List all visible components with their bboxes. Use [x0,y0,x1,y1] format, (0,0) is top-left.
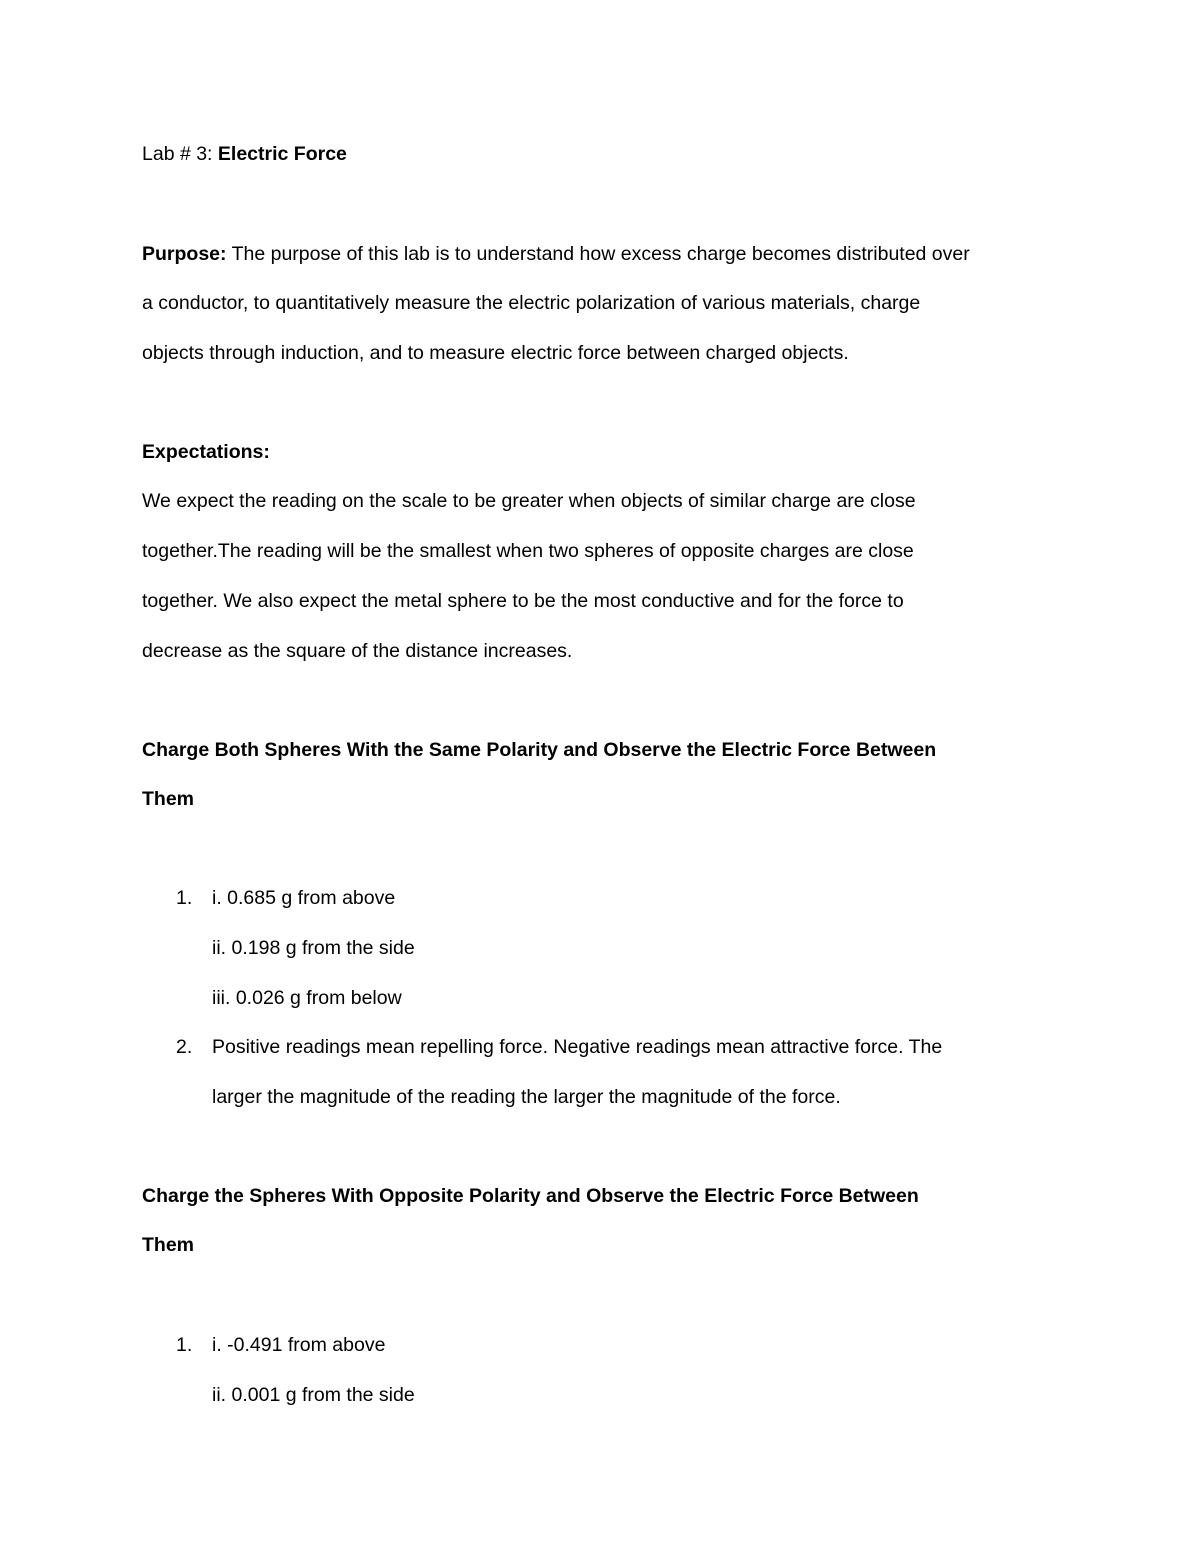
section2-heading-line-1: Charge the Spheres With Opposite Polarity and Observe the Electric Force Between [142,1185,919,1207]
title-name: Electric Force [217,143,347,165]
expectations-line-1: We expect the reading on the scale to be greater when objects of similar charge are close [142,490,916,512]
section1-heading-line-1: Charge Both Spheres With the Same Polarity and Observe the Electric Force Between [142,739,937,761]
section1-item-1-number: 1. [176,887,193,909]
section1-item-2-line-1: Positive readings mean repelling force. Negative readings mean attractive force. The [212,1036,943,1058]
purpose-line-2: a conductor, to quantitatively measure the electric polarization of various materials, charge [142,292,921,314]
purpose-label: Purpose: [142,243,227,265]
title-prefix: Lab # 3: [142,143,218,165]
section1-item-1-line-1: i. 0.685 g from above [212,887,396,909]
expectations-line-2: together.The reading will be the smallest when two spheres of opposite charges are close [142,540,914,562]
section2-item-1-line-2: ii. 0.001 g from the side [212,1384,415,1406]
expectations-line-4: decrease as the square of the distance increases. [142,640,573,662]
purpose-line-1 [142,245,970,265]
section2-heading-line-2: Them [142,1234,195,1256]
section1-item-2-number: 2. [176,1036,193,1058]
purpose-line-3: objects through induction, and to measure electric force between charged objects. [142,342,849,364]
section2-item-1-number: 1. [176,1334,193,1356]
purpose-text-1: The purpose of this lab is to understand how excess charge becomes distributed over [226,243,970,265]
document-title [142,145,347,165]
section1-heading-line-2: Them [142,788,195,810]
section1-item-1-line-3: iii. 0.026 g from below [212,987,402,1009]
section1-item-1-line-2: ii. 0.198 g from the side [212,937,415,959]
expectations-line-3: together. We also expect the metal sphere to be the most conductive and for the force to [142,590,904,612]
expectations-label: Expectations: [142,441,270,463]
section1-item-2-line-2: larger the magnitude of the reading the larger the magnitude of the force. [212,1086,841,1108]
section2-item-1-line-1: i. -0.491 from above [212,1334,386,1356]
